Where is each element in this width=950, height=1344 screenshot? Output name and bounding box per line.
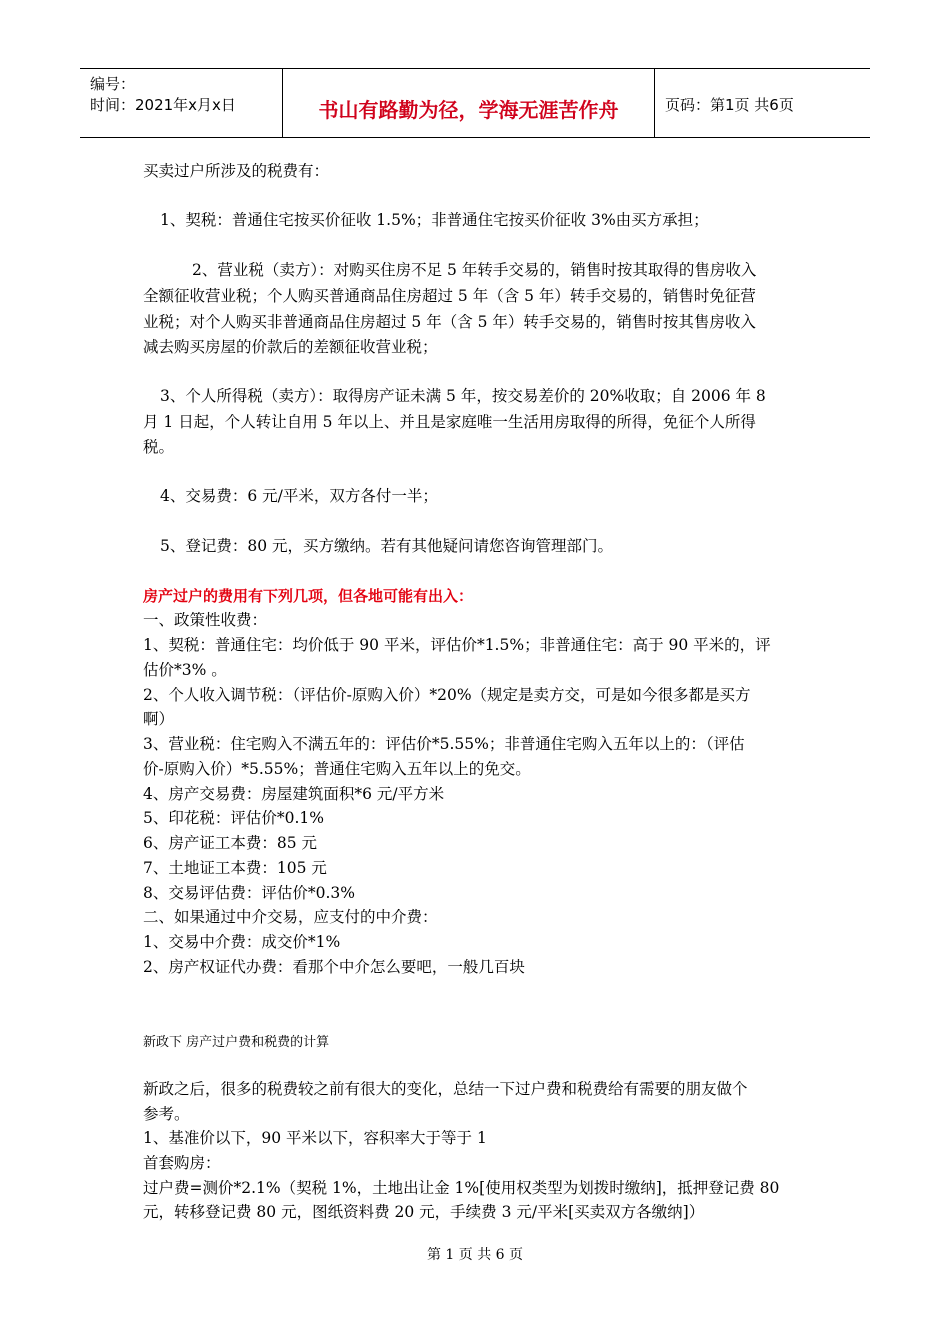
section1-item3-line1: 3、个人所得税（卖方）：取得房产证未满 5 年，按交易差价的 20%收取；自 2006 年 8 xyxy=(160,387,766,405)
section2-line: 2、房产权证代办费：看那个中介怎么要吧，一般几百块 xyxy=(143,958,525,976)
section2-line: 1、契税：普通住宅：均价低于 90 平米，评估价*1.5%；非普通住宅：高于 90 平米的，评 xyxy=(143,636,771,654)
section2-line: 二、如果通过中介交易，应支付的中介费： xyxy=(143,908,438,926)
section1-item2-line3: 业税；对个人购买非普通商品住房超过 5 年（含 5 年）转手交易的，销售时按其售房收入 xyxy=(143,313,756,331)
section2-line: 啊） xyxy=(143,710,175,728)
header-page-info: 页码：第1页 共6页 xyxy=(665,96,794,114)
section2-line: 价-原购入价）*5.55%；普通住宅购入五年以上的免交。 xyxy=(143,760,531,778)
page-footer: 第 1 页 共 6 页 xyxy=(426,1247,524,1263)
section1-item2-line4: 减去购买房屋的价款后的差额征收营业税； xyxy=(143,338,438,356)
section2-line: 估价*3% 。 xyxy=(143,661,227,679)
section2-line: 8、交易评估费：评估价*0.3% xyxy=(143,884,355,902)
header-center-cell xyxy=(283,69,655,137)
section1-item2-line1: 2、营业税（卖方）：对购买住房不足 5 年转手交易的，销售时按其取得的售房收入 xyxy=(192,261,757,279)
section2-line: 3、营业税：住宅购入不满五年的：评估价*5.55%；非普通住宅购入五年以上的：（评估 xyxy=(143,735,745,753)
header-left-cell xyxy=(80,69,283,137)
section3-title: 新政下 房产过户费和税费的计算 xyxy=(143,1035,330,1050)
section1-item3-line3: 税。 xyxy=(143,438,175,456)
section1-item2-line2: 全额征收营业税；个人购买普通商品住房超过 5 年（含 5 年）转手交易的，销售时免征营 xyxy=(143,287,756,305)
time-label: 时间：2021年x月x日 xyxy=(90,96,236,114)
header-right-cell xyxy=(655,69,870,137)
section2-line: 4、房产交易费：房屋建筑面积*6 元/平方米 xyxy=(143,785,445,803)
section1-item5: 5、登记费：80 元，买方缴纳。若有其他疑问请您咨询管理部门。 xyxy=(160,537,614,555)
section3-line: 1、基准价以下，90 平米以下，容积率大于等于 1 xyxy=(143,1129,487,1147)
header-motto: 书山有路勤为径，学海无涯苦作舟 xyxy=(318,98,619,122)
section2-line: 7、土地证工本费：105 元 xyxy=(143,859,327,877)
section3-line: 元，转移登记费 80 元，图纸资料费 20 元，手续费 3 元/平米[买卖双方各缴纳]） xyxy=(143,1203,705,1221)
section3-line: 参考。 xyxy=(143,1105,190,1123)
section3-line: 过户费=测价*2.1%（契税 1%，土地出让金 1%[使用权类型为划拨时缴纳]，抵押登记费 80 xyxy=(143,1179,780,1197)
section1-item1: 1、契税：普通住宅按买价征收 1.5%；非普通住宅按买价征收 3%由买方承担； xyxy=(160,211,709,229)
section2-line: 6、房产证工本费：85 元 xyxy=(143,834,318,852)
section3-line: 新政之后，很多的税费较之前有很大的变化，总结一下过户费和税费给有需要的朋友做个 xyxy=(143,1080,748,1098)
section1-item4: 4、交易费：6 元/平米，双方各付一半； xyxy=(160,487,438,505)
section2-line: 2、个人收入调节税：（评估价-原购入价）*20%（规定是卖方交，可是如今很多都是买方 xyxy=(143,686,751,704)
section2-line: 1、交易中介费：成交价*1% xyxy=(143,933,341,951)
section2-line: 5、印花税：评估价*0.1% xyxy=(143,809,324,827)
section3-line: 首套购房： xyxy=(143,1154,221,1172)
section1-item3-line2: 月 1 日起，个人转让自用 5 年以上、并且是家庭唯一生活用房取得的所得，免征个人所得 xyxy=(143,413,756,431)
number-label: 编号： xyxy=(90,75,136,93)
section2-line: 一、政策性收费： xyxy=(143,611,268,629)
section1-title: 买卖过户所涉及的税费有： xyxy=(143,162,330,180)
page-header xyxy=(80,68,870,138)
section2-title: 房产过户的费用有下列几项，但各地可能有出入： xyxy=(143,587,474,605)
